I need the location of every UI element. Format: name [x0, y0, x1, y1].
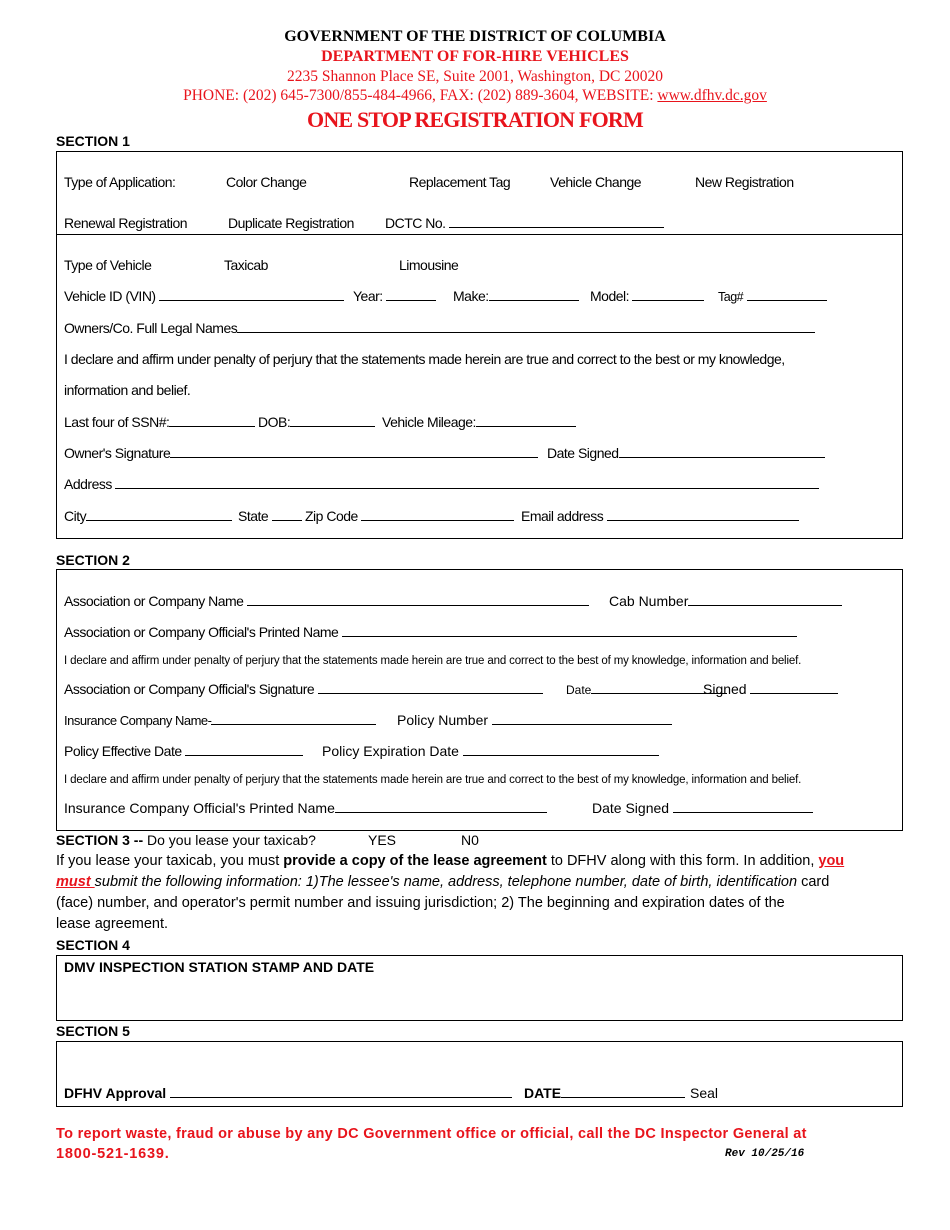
- owner-date-signed-label: Date Signed: [547, 445, 619, 461]
- lease-question: Do you lease your taxicab?: [143, 832, 316, 848]
- report-fraud-line-1: To report waste, fraud or abuse by any DC Government office or official, call the DC Inspector General at: [56, 1126, 807, 1142]
- year-field[interactable]: [353, 288, 436, 304]
- section3-question-row: [56, 832, 316, 848]
- official-printed-name-field[interactable]: [64, 624, 797, 640]
- email-field[interactable]: [521, 508, 799, 524]
- type-of-vehicle-label: Type of Vehicle: [64, 257, 152, 273]
- policy-effective-field[interactable]: [64, 743, 303, 759]
- lease-no-option[interactable]: N0: [461, 832, 479, 848]
- zip-label: Zip Code: [305, 508, 358, 524]
- mileage-field[interactable]: [382, 414, 576, 430]
- official-signed-field[interactable]: [703, 681, 838, 697]
- insurance-company-field[interactable]: [64, 712, 376, 728]
- declare-text-1: I declare and affirm under penalty of perjury that the statements made herein are true and correct to the best or my knowledge,: [64, 351, 785, 367]
- vin-field[interactable]: [64, 288, 344, 304]
- email-label: Email address: [521, 508, 604, 524]
- make-field[interactable]: [453, 288, 579, 304]
- vin-label: Vehicle ID (VIN): [64, 288, 156, 304]
- form-title: ONE STOP REGISTRATION FORM: [307, 107, 643, 132]
- city-field[interactable]: [64, 508, 232, 524]
- dmv-stamp-label: DMV INSPECTION STATION STAMP AND DATE: [64, 959, 375, 975]
- state-field[interactable]: [238, 508, 302, 524]
- ssn-label: Last four of SSN#:: [64, 414, 170, 430]
- section2-declare: I declare and affirm under penalty of perjury that the statements made herein are true and correct to the best of my knowledge, information and belief.: [64, 655, 802, 667]
- ssn-field[interactable]: [64, 414, 255, 430]
- mileage-label: Vehicle Mileage:: [382, 414, 476, 430]
- revision-date: Rev 10/25/16: [725, 1148, 805, 1160]
- section3-line-1: [56, 853, 844, 869]
- section4-heading: SECTION 4: [56, 937, 130, 953]
- insurance-official-label: Insurance Company Official's Printed Name: [64, 800, 335, 816]
- official-signature-field[interactable]: [64, 681, 543, 697]
- option-new-registration[interactable]: New Registration: [695, 174, 794, 190]
- s3-you: you: [818, 853, 845, 869]
- website-link[interactable]: www.dfhv.dc.gov: [657, 87, 767, 104]
- lease-yes-option[interactable]: YES: [368, 832, 397, 848]
- official-signed-label: Signed: [703, 681, 747, 697]
- cab-number-field[interactable]: [609, 593, 842, 609]
- policy-expiration-field[interactable]: [322, 743, 659, 759]
- address-label: Address: [64, 476, 112, 492]
- official-date-label: Date: [566, 683, 592, 697]
- owner-signature-field[interactable]: [64, 445, 538, 461]
- option-taxicab[interactable]: Taxicab: [224, 257, 268, 273]
- option-vehicle-change[interactable]: Vehicle Change: [550, 174, 642, 190]
- dob-field[interactable]: [258, 414, 375, 430]
- assoc-name-label: Association or Company Name: [64, 593, 244, 609]
- make-label: Make:: [453, 288, 489, 304]
- option-color-change[interactable]: Color Change: [226, 174, 307, 190]
- state-label: State: [238, 508, 269, 524]
- s3-p1-bold: provide a copy of the lease agreement: [283, 853, 547, 869]
- seal-label: Seal: [690, 1085, 719, 1101]
- section1-divider: [57, 234, 902, 235]
- owner-date-signed-field[interactable]: [547, 445, 825, 461]
- contact-text: PHONE: (202) 645-7300/855-484-4966, FAX: (202) 889-3604, WEBSITE:: [183, 87, 658, 104]
- dctc-no-field[interactable]: [385, 215, 664, 231]
- header-gov: GOVERNMENT OF THE DISTRICT OF COLUMBIA: [284, 28, 666, 45]
- declare-text-2: information and belief.: [64, 382, 191, 398]
- report-fraud-line-2: 1800-521-1639.: [56, 1146, 170, 1162]
- tag-field[interactable]: [718, 288, 827, 304]
- s3-p2-italic: submit the following information: 1)The lessee's name, address, telephone number, date of birth, identification: [94, 874, 798, 890]
- s3-p1-rest: to DFHV along with this form. In addition,: [546, 853, 819, 869]
- dfhv-date-field[interactable]: [524, 1085, 685, 1101]
- policy-number-field[interactable]: [397, 712, 672, 728]
- owners-field[interactable]: [64, 320, 815, 336]
- policy-effective-label: Policy Effective Date: [64, 743, 182, 759]
- section2-declare-2: I declare and affirm under penalty of perjury that the statements made herein are true and correct to the best of my knowledge, information and belief.: [64, 774, 802, 786]
- dfhv-approval-field[interactable]: [64, 1085, 512, 1101]
- header-address: 2235 Shannon Place SE, Suite 2001, Washington, DC 20020: [286, 68, 664, 85]
- section2-heading: SECTION 2: [56, 552, 130, 568]
- dctc-no-label: DCTC No.: [385, 215, 446, 231]
- s3-p1: If you lease your taxicab, you must: [56, 853, 284, 869]
- header-dept: DEPARTMENT OF FOR-HIRE VEHICLES: [321, 48, 629, 65]
- official-signature-label: Association or Company Official's Signature: [64, 681, 315, 697]
- assoc-name-field[interactable]: [64, 593, 589, 609]
- city-label: City: [64, 508, 87, 524]
- owner-signature-label: Owner's Signature: [64, 445, 171, 461]
- year-label: Year:: [353, 288, 383, 304]
- section3-line-4: lease agreement.: [56, 916, 169, 932]
- official-printed-name-label: Association or Company Official's Printed Name: [64, 624, 339, 640]
- section1-heading: SECTION 1: [56, 133, 130, 149]
- section3-line-3: (face) number, and operator's permit number and issuing jurisdiction; 2) The beginning and expiration dates of the: [56, 895, 785, 911]
- insurance-date-signed-label: Date Signed: [592, 800, 670, 816]
- s3-p2-rest: card: [797, 874, 830, 890]
- owners-label: Owners/Co. Full Legal Names: [64, 320, 238, 336]
- section3-line-2: [56, 874, 829, 890]
- type-of-application-label: Type of Application:: [64, 174, 176, 190]
- address-field[interactable]: [64, 476, 819, 492]
- option-limousine[interactable]: Limousine: [399, 257, 459, 273]
- cab-number-label: Cab Number: [609, 593, 689, 609]
- tag-label: Tag#: [718, 290, 744, 304]
- model-label: Model:: [590, 288, 630, 304]
- policy-number-label: Policy Number: [397, 712, 489, 728]
- model-field[interactable]: [590, 288, 704, 304]
- dfhv-approval-label: DFHV Approval: [64, 1085, 167, 1101]
- option-replacement-tag[interactable]: Replacement Tag: [409, 174, 511, 190]
- dfhv-date-label: DATE: [524, 1085, 562, 1101]
- s3-must: must: [56, 874, 95, 890]
- option-duplicate-registration[interactable]: Duplicate Registration: [228, 215, 354, 231]
- option-renewal-registration[interactable]: Renewal Registration: [64, 215, 188, 231]
- insurance-date-signed-field[interactable]: [592, 800, 813, 816]
- section5-heading: SECTION 5: [56, 1023, 130, 1039]
- insurance-official-field[interactable]: [64, 800, 547, 816]
- zip-field[interactable]: [305, 508, 514, 524]
- dob-label: DOB:: [258, 414, 291, 430]
- insurance-company-label: Insurance Company Name-: [64, 713, 212, 728]
- header-contact: [0, 87, 950, 105]
- policy-expiration-label: Policy Expiration Date: [322, 743, 459, 759]
- section3-heading: SECTION 3 --: [56, 832, 144, 848]
